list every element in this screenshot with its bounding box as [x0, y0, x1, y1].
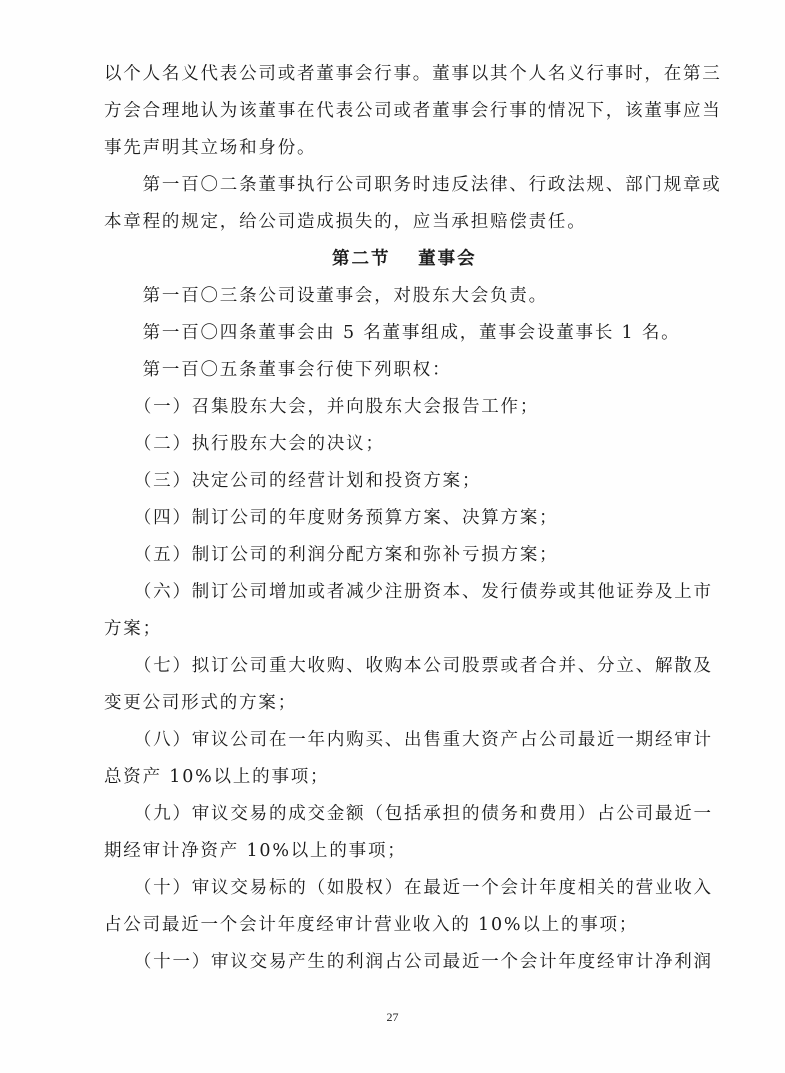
text-line: 期经审计净资产 10%以上的事项； — [104, 841, 407, 861]
text-line: （九）审议交易的成交金额（包括承担的债务和费用）占公司最近一 — [104, 804, 713, 824]
text-line: 方会合理地认为该董事在代表公司或者董事会行事的情况下，该董事应当 — [104, 101, 722, 121]
text-line: （十）审议交易标的（如股权）在最近一个会计年度相关的营业收入 — [104, 878, 713, 898]
text-line: 第一百〇四条董事会由 5 名董事组成，董事会设董事长 1 名。 — [104, 323, 681, 343]
text-line: 事先声明其立场和身份。 — [104, 138, 317, 158]
text-line: （三）决定公司的经营计划和投资方案； — [104, 471, 482, 491]
text-line: （五）制订公司的利润分配方案和弥补亏损方案； — [104, 545, 559, 565]
text-line: 变更公司形式的方案； — [104, 693, 297, 713]
text-line: （七）拟订公司重大收购、收购本公司股票或者合并、分立、解散及 — [104, 656, 713, 676]
text-line: （一）召集股东大会，并向股东大会报告工作； — [104, 397, 540, 417]
text-line: 第一百〇五条董事会行使下列职权： — [104, 360, 452, 380]
text-line: （四）制订公司的年度财务预算方案、决算方案； — [104, 508, 559, 528]
text-line: 以个人名义代表公司或者董事会行事。董事以其个人名义行事时，在第三 — [104, 64, 722, 84]
text-line: 总资产 10%以上的事项； — [104, 767, 330, 787]
text-line: 本章程的规定，给公司造成损失的，应当承担赔偿责任。 — [104, 212, 587, 232]
text-line: （二）执行股东大会的决议； — [104, 434, 385, 454]
body-text — [104, 56, 722, 981]
text-line: 第一百〇二条董事执行公司职务时违反法律、行政法规、部门规章或 — [104, 175, 722, 195]
text-line: （六）制订公司增加或者减少注册资本、发行债券或其他证券及上市 — [104, 582, 713, 602]
text-line: （八）审议公司在一年内购买、出售重大资产占公司最近一期经审计 — [104, 730, 713, 750]
section-title: 第二节 董事会 — [332, 249, 477, 269]
page-number: 27 — [386, 1010, 399, 1024]
text-line: 占公司最近一个会计年度经审计营业收入的 10%以上的事项； — [104, 915, 639, 935]
text-line: （十一）审议交易产生的利润占公司最近一个会计年度经审计净利润 — [104, 952, 713, 972]
text-line: 第一百〇三条公司设董事会，对股东大会负责。 — [104, 286, 548, 306]
text-line: 方案； — [104, 619, 162, 639]
